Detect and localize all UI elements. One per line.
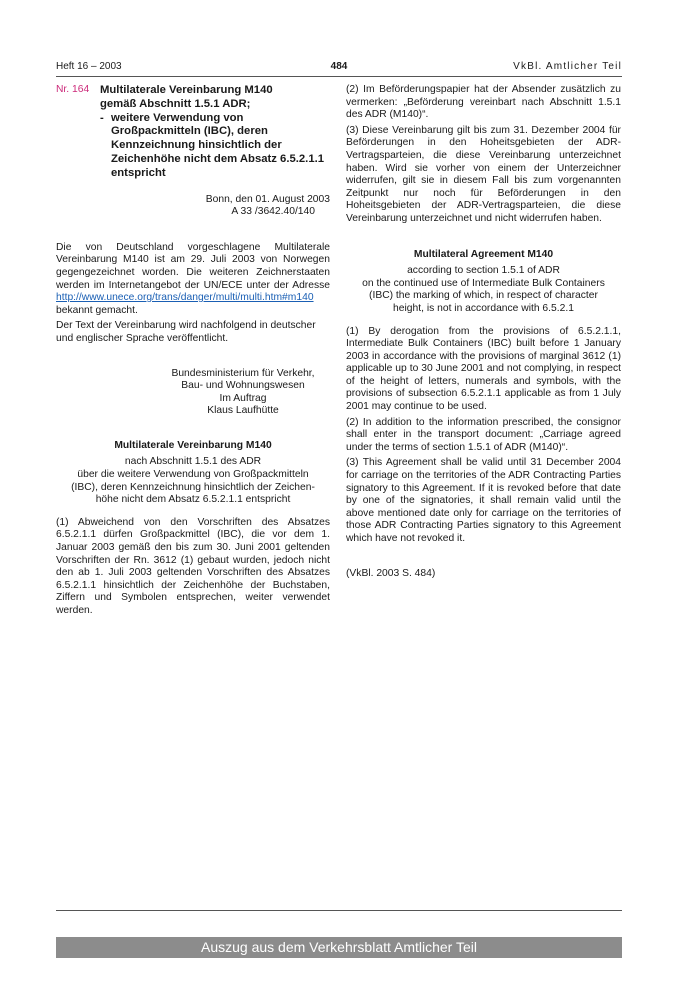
- place-date: Bonn, den 01. August 2003: [205, 193, 330, 205]
- english-subheading-line-3: (IBC) the marking of which, in respect of character: [369, 290, 598, 302]
- german-heading: Multilaterale Vereinbarung M140: [114, 439, 272, 451]
- english-paragraph-1: (1) By derogation from the provisions of 6.5.2.1.1, Intermediate Bulk Containers (IBC) built before 1 January 2003 in accordance with the provisions of marginal 3612 (1) applicable up to 30 June 2001 and not complying, in respect of the height of letters, numerals and symbols, with the provisions of subsection 6.5.2.1.1 applicable as from 1 July 2001 may continue to be used.: [346, 325, 621, 413]
- title-line-2: gemäß Abschnitt 1.5.1 ADR;: [100, 97, 251, 110]
- citation: (VkBl. 2003 S. 484): [346, 567, 436, 579]
- signature-line-4: Klaus Laufhütte: [207, 405, 279, 417]
- signature-line-3: Im Auftrag: [219, 392, 267, 404]
- german-subheading-line-4: höhe nicht dem Absatz 6.5.2.1.1 entspricht: [95, 494, 291, 506]
- journal-name: VkBl. Amtlicher Teil: [513, 61, 622, 72]
- page-header: [56, 61, 622, 75]
- english-paragraph-3: (3) This Agreement shall be valid until 31 December 2004 for carriage on the territories of the ADR Contracting Parties signatory to this Agreement. If it is revoked before that date by one of the signatories, it shall remain valid until the above mentioned date only for carriage on the territories of those ADR Contracting Parties signatory to this Agreement which have not revoked it.: [346, 457, 621, 544]
- entry-number: Nr. 164: [56, 84, 90, 95]
- title-dash: -: [100, 111, 104, 124]
- footer-banner: Auszug aus dem Verkehrsblatt Amtlicher Teil: [56, 937, 622, 958]
- english-subheading: [346, 265, 621, 315]
- title-rest: weitere Verwendung von Großpackmitteln (IBC), deren Kennzeichnung hinsichtlich der Zeichenhöhe nicht dem Absatz 6.5.2.1.1 entspricht: [111, 111, 325, 179]
- title-line-1: Multilaterale Vereinbarung M140: [100, 84, 273, 96]
- left-column: [56, 84, 330, 618]
- intro-text: Die von Deutschland vorgeschlagene Multilaterale Vereinbarung M140 ist am 29. Juli 2003 von Norwegen gegengezeichnet worden. Die weiteren Zeichnerstaaten werden im Internetangebot der UN/ECE unter der Adresse: [56, 241, 330, 291]
- issue-label: Heft 16 – 2003: [56, 61, 122, 72]
- text-note: Der Text der Vereinbarung wird nachfolgend in deutscher und englischer Sprache veröffentlicht.: [56, 320, 316, 344]
- german-paragraph-2: (2) Im Beförderungspapier hat der Absender zusätzlich zu vermerken: „Beförderung vereinbart nach Abschnitt 1.5.1 des ADR (M140)“.: [346, 84, 621, 121]
- unece-link[interactable]: http://www.unece.org/trans/danger/multi/multi.htm#m140: [56, 292, 314, 304]
- english-subheading-line-2: on the continued use of Intermediate Bulk Containers: [362, 277, 605, 289]
- place-date-block: [56, 194, 330, 219]
- german-subheading-line-1: nach Abschnitt 1.5.1 des ADR: [124, 456, 262, 468]
- entry-title-block: [56, 84, 330, 181]
- german-subheading: [56, 456, 330, 506]
- signature-line-1: Bundesministerium für Verkehr,: [171, 367, 315, 379]
- signature-line-2: Bau- und Wohnungswesen: [181, 380, 305, 392]
- intro-paragraph: [56, 242, 330, 318]
- german-paragraph-3: (3) Diese Vereinbarung gilt bis zum 31. Dezember 2004 für Beförderungen in den Hoheitsgebieten der ADR-Vertragsparteien, die diese Vereinbarung unterzeichnet haben. Wird sie vorher von einem der Unterzeichner widerrufen, gilt sie in diesem Fall bis zum vorgenannten Zeitpunkt nur noch für Beförderungen in den Hoheitsgebieten der ADR-Vertragsparteien, die diese Vereinbarung unterzeichnet und nicht widerrufen haben.: [346, 124, 621, 224]
- entry-title: [100, 84, 330, 181]
- right-column: [346, 84, 621, 580]
- english-heading: Multilateral Agreement M140: [413, 248, 554, 260]
- english-subheading-line-4: height, is not in accordance with 6.5.2.1: [393, 302, 574, 314]
- intro-suffix: bekannt gemacht.: [56, 304, 138, 316]
- footer-divider: [56, 910, 622, 911]
- page-number: 484: [330, 61, 348, 72]
- english-paragraph-2: (2) In addition to the information prescribed, the consignor shall enter in the transport document: „Carriage agreed under the terms of section 1.5.1 of ADR (M140)“.: [346, 416, 621, 453]
- german-subheading-line-3: (IBC), deren Kennzeichnung hinsichtlich der Zeichen-: [71, 481, 315, 493]
- reference-number: A 33 /3642.40/140: [231, 206, 315, 218]
- german-paragraph-1: (1) Abweichend von den Vorschriften des Absatzes 6.5.2.1.1 dürfen Großpackmittel (IBC), die vor dem 1. Januar 2003 gemäß den bis zum 30. Juni 2001 geltenden Vorschriften der Rn. 3612 (1) gebaut wurden, jedoch nicht den ab 1. Juli 2003 geltenden Vorschriften des Absatzes 6.5.2.1.1 hinsichtlich der Zeichenhöhe der Buchstaben, Ziffern und Symbolen entsprechen, weiter verwendet werden.: [56, 516, 330, 617]
- signature-block: [156, 368, 330, 418]
- english-subheading-line-1: according to section 1.5.1 of ADR: [407, 265, 560, 277]
- german-subheading-line-2: über die weitere Verwendung von Großpackmitteln: [77, 469, 309, 481]
- header-divider: [56, 76, 622, 77]
